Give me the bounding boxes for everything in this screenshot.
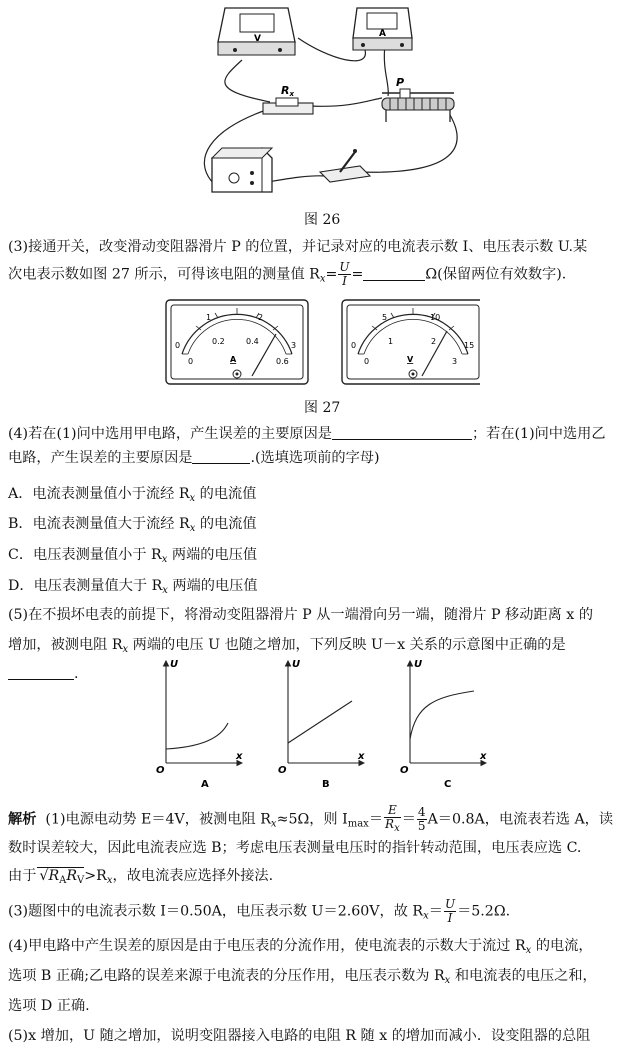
svg-text:U: U (414, 659, 423, 670)
svg-text:Rx: Rx (281, 84, 294, 98)
svg-text:3: 3 (452, 357, 458, 366)
solution-line-1: 解析 (1)电源电动势 E＝4V，被测电阻 $R_x\approx 5\Omega$，则 $I_{max}=$ $\frac{E}{R_x}$ ＝ $\frac{4}{5}$ A＝0.8A，电流表若选 A，读 (8, 803, 614, 834)
graph-c (400, 659, 487, 790)
voltmeter-dial (342, 300, 480, 384)
figure-27-meters (160, 296, 480, 391)
svg-text:0.2: 0.2 (212, 337, 225, 346)
switch (320, 149, 370, 182)
svg-text:3: 3 (291, 341, 297, 350)
svg-text:P: P (396, 76, 405, 89)
svg-text:0: 0 (188, 357, 194, 366)
q5-line-3: . (8, 664, 634, 684)
solution-heading: 解析 (8, 811, 37, 828)
q5-line-1: (5)在不损坏电表的前提下，将滑动变阻器滑片 P 从一端滑向另一端，随滑片 P 移动距离 x 的 (8, 607, 594, 623)
solution-line-6: 选项 B 正确;乙电路的误差来源于电流表的分压作用，电压表示数为 $R_x$ 和电流表的电压之和， (8, 968, 597, 986)
solution-line-7: 选项 D 正确. (8, 998, 90, 1014)
figure-27-caption: 图 27 (304, 400, 341, 416)
q5-answer-blank[interactable] (8, 665, 74, 680)
q4-option-d: D．电压表测量值大于 $R_x$ 两端的电压值 (8, 578, 258, 596)
graph-c-curve (410, 691, 474, 739)
svg-text:x: x (480, 751, 487, 762)
svg-text:1: 1 (206, 313, 212, 322)
rheostat (382, 76, 454, 122)
svg-text:10: 10 (430, 313, 441, 322)
power-supply (212, 148, 272, 192)
q3-answer-blank[interactable] (363, 266, 425, 281)
svg-text:2: 2 (258, 313, 264, 322)
svg-text:U: U (292, 659, 301, 670)
solution-line-2: 数时误差较大，因此电流表应选 B；考虑电压表测量电压时的指针转动范围，电压表应选 C. (8, 840, 582, 856)
svg-text:U: U (170, 659, 179, 670)
resistor-rx (263, 84, 313, 114)
graph-a (156, 659, 243, 790)
ammeter-device (353, 8, 412, 50)
svg-text:0: 0 (351, 341, 357, 350)
svg-text:1: 1 (388, 337, 394, 346)
solution-line-8: (5)x 增加，U 随之增加，说明变阻器接入电路的电阻 R 随 x 的增加而减小．设变阻器的总阻 (8, 1028, 591, 1044)
svg-text:0: 0 (175, 341, 181, 350)
svg-text:O: O (156, 765, 165, 776)
q4-option-b: B．电流表测量值大于流经 $R_x$ 的电流值 (8, 516, 257, 534)
figure-26-circuit (150, 0, 490, 205)
voltmeter-device (218, 8, 295, 55)
q4-line-1: (4)若在(1)问中选用甲电路，产生误差的主要原因是 ；若在(1)问中选用乙 (8, 426, 606, 442)
svg-text:O: O (278, 765, 287, 776)
solution-line-4: (3)题图中的电流表示数 I＝0.50A，电压表示数 U＝2.60V，故 $R_x=$ $\frac{U}{I}$ ＝5.2Ω. (8, 897, 511, 925)
svg-text:V: V (407, 355, 414, 364)
svg-text:0.4: 0.4 (246, 337, 259, 346)
svg-text:15: 15 (464, 341, 475, 350)
solution-line-3: 由于 $√R_AR_V>R_x$，故电流表应选择外接法. (8, 868, 274, 886)
q4-option-a: A．电流表测量值小于流经 $R_x$ 的电流值 (8, 486, 257, 504)
figure-26-caption: 图 26 (304, 212, 341, 228)
q4-option-c: C．电压表测量值小于 $R_x$ 两端的电压值 (8, 547, 258, 565)
voltmeter-letter: V (254, 34, 261, 44)
q3-line-2: 次电表示数如图 27 所示，可得该电阻的测量值 $R_x=$ $\frac{U}{I}$ = Ω(保留两位有效数字). (8, 260, 567, 288)
solution-line-5: (4)甲电路中产生误差的原因是由于电压表的分流作用，使电流表的示数大于流过 $R_x$ 的电流， (8, 938, 593, 956)
svg-text:x: x (236, 751, 243, 762)
svg-text:0: 0 (364, 357, 370, 366)
graph-b (278, 659, 365, 790)
q4-line-2: 电路，产生误差的主要原因是 .(选填选项前的字母) (8, 450, 380, 466)
ux-graphs (150, 655, 490, 795)
svg-text:A: A (230, 355, 237, 364)
graph-a-curve (166, 723, 228, 749)
svg-text:0.6: 0.6 (276, 357, 289, 366)
svg-text:x: x (358, 751, 365, 762)
q5-line-2: 增加，被测电阻 $R_x$ 两端的电压 U 也随之增加，下列反映 U－x 关系的示意图中正确的是 (8, 637, 566, 655)
svg-text:5: 5 (382, 313, 388, 322)
svg-text:C: C (444, 779, 452, 790)
q4-blank-1[interactable] (332, 425, 472, 440)
q4-blank-2[interactable] (192, 449, 250, 464)
q3-line-1: (3)接通开关，改变滑动变阻器滑片 P 的位置，并记录对应的电流表示数 I、电压表示数 U.某 (8, 239, 588, 255)
svg-text:O: O (400, 765, 409, 776)
graph-b-line (288, 701, 352, 743)
svg-text:2: 2 (431, 337, 437, 346)
svg-text:A: A (201, 779, 209, 790)
ammeter-dial (166, 300, 308, 384)
svg-text:B: B (322, 779, 330, 790)
ammeter-letter: A (379, 29, 386, 39)
